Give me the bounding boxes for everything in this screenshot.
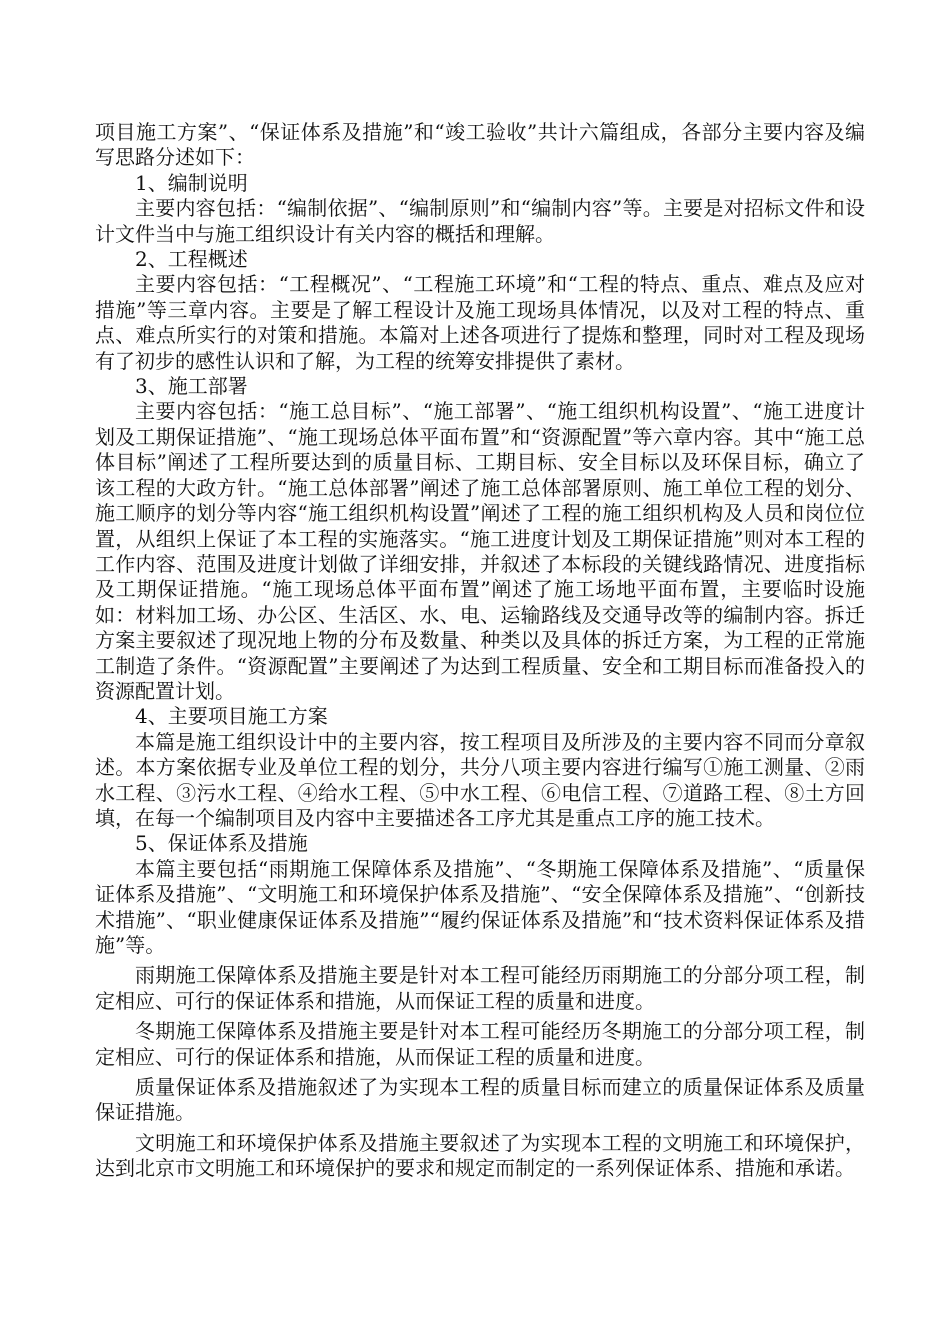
paragraph-rainy-season: 雨期施工保障体系及措施主要是针对本工程可能经历雨期施工的分部分项工程，制定相应、可行的保证体系和措施，从而保证工程的质量和进度。	[95, 963, 865, 1013]
paragraph-civilized-construction: 文明施工和环境保护体系及措施主要叙述了为实现本工程的文明施工和环境保护，达到北京市文明施工和环境保护的要求和规定而制定的一系列保证体系、措施和承诺。	[95, 1130, 865, 1181]
paragraph-main-construction-plan: 本篇是施工组织设计中的主要内容，按工程项目及所涉及的主要内容不同而分章叙述。本方案依据专业及单位工程的划分，共分八项主要内容进行编写①施工测量、②雨水工程、③污水工程、④给水工程、⑤中水工程、⑥电信工程、⑦道路工程、⑧土方回填，在每一个编制项目及内容中主要描述各工序尤其是重点工序的施工技术。	[95, 729, 865, 830]
document-page	[95, 120, 865, 1182]
paragraph-construction-deployment: 主要内容包括：“施工总目标”、“施工部署”、“施工组织机构设置”、“施工进度计划及工期保证措施”、“施工现场总体平面布置”和“资源配置”等六章内容。其中“施工总体目标”阐述了工程所要达到的质量目标、工期目标、安全目标以及环保目标，确立了该工程的大政方针。“施工总体部署”阐述了施工总体部署原则、施工单位工程的划分、施工顺序的划分等内容“施工组织机构设置”阐述了工程的施工组织机构及人员和岗位位置，从组织上保证了本工程的实施落实。“施工进度计划及工期保证措施”则对本工程的工作内容、范围及进度计划做了详细安排，并叙述了本标段的关键线路情况、进度指标及工期保证措施。“施工现场总体平面布置”阐述了施工场地平面布置，主要临时设施如：材料加工场、办公区、生活区、水、电、运输路线及交通导改等的编制内容。拆迁方案主要叙述了现况地上物的分布及数量、种类以及具体的拆迁方案，为工程的正常施工制造了条件。“资源配置”主要阐述了为达到工程质量、安全和工期目标而准备投入的资源配置计划。	[95, 399, 865, 703]
section-heading-compilation-notes: 1、编制说明	[135, 170, 248, 195]
section-heading-construction-deployment: 3、施工部署	[135, 374, 248, 399]
paragraph-quality-assurance: 质量保证体系及措施叙述了为实现本工程的质量目标而建立的质量保证体系及质量保证措施。	[95, 1075, 865, 1125]
paragraph-project-overview: 主要内容包括：“工程概况”、“工程施工环境”和“工程的特点、重点、难点及应对措施”等三章内容。主要是了解工程设计及施工现场具体情况，以及对工程的特点、重点、难点所实行的对策和措施。本篇对上述各项进行了提炼和整理，同时对工程及现场有了初步的感性认识和了解，为工程的统筹安排提供了素材。	[95, 272, 865, 373]
section-heading-main-construction-plan: 4、主要项目施工方案	[135, 704, 328, 729]
paragraph-compilation-notes: 主要内容包括：“编制依据”、“编制原则”和“编制内容”等。主要是对招标文件和设计文件当中与施工组织设计有关内容的概括和理解。	[95, 196, 865, 246]
paragraph-guarantee-system: 本篇主要包括“雨期施工保障体系及措施”、“冬期施工保障体系及措施”、“质量保证体系及措施”、“文明施工和环境保护体系及措施”、“安全保障体系及措施”、“创新技术措施”、“职业健康保证体系及措施”“履约保证体系及措施”和“技术资料保证体系及措施”等。	[95, 856, 865, 957]
paragraph-winter-season: 冬期施工保障体系及措施主要是针对本工程可能经历冬期施工的分部分项工程，制定相应、可行的保证体系和措施，从而保证工程的质量和进度。	[95, 1019, 865, 1069]
section-heading-project-overview: 2、工程概述	[135, 247, 248, 272]
paragraph-intro-continuation: 项目施工方案”、“保证体系及措施”和“竣工验收”共计六篇组成，各部分主要内容及编写思路分述如下：	[95, 120, 865, 170]
section-heading-guarantee-system: 5、保证体系及措施	[135, 831, 308, 856]
